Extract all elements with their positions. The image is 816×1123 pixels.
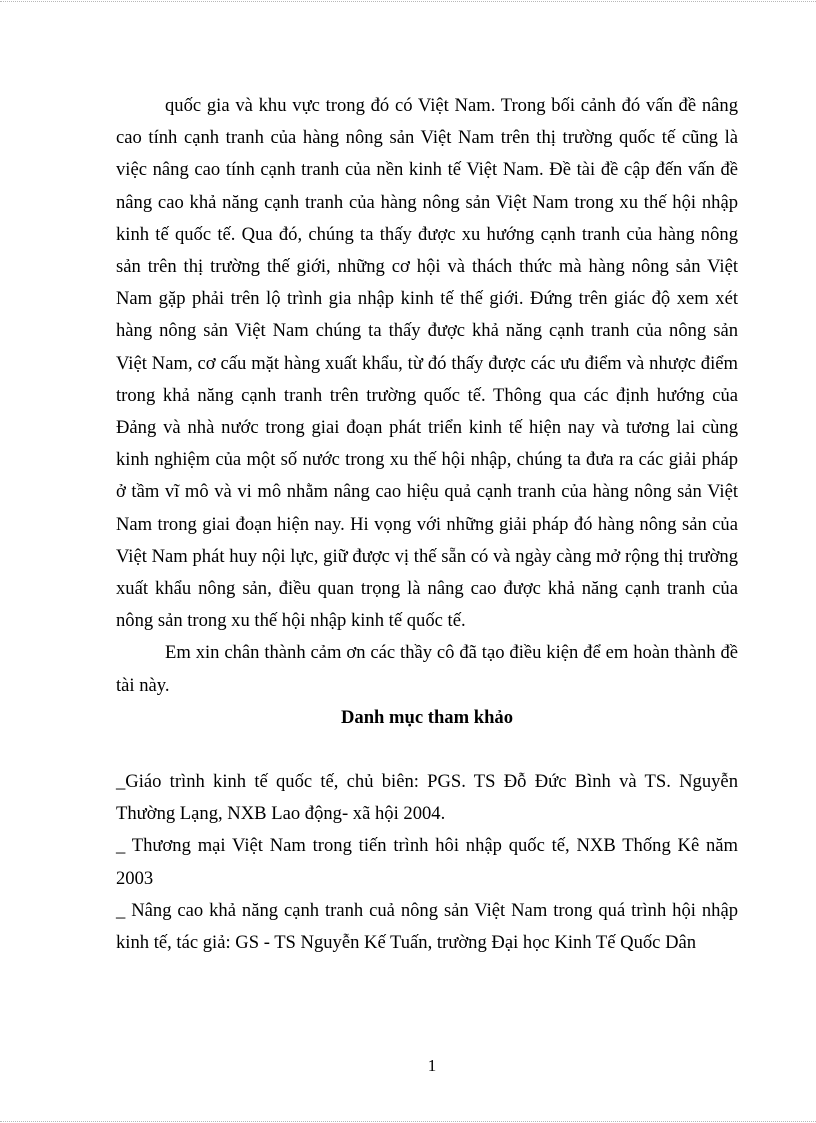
acknowledgement-paragraph: Em xin chân thành cảm ơn các thầy cô đã tạo điều kiện để em hoàn thành đề tài này.	[116, 642, 738, 696]
reference-item-1: _Giáo trình kinh tế quốc tế, chủ biên: PGS. TS Đỗ Đức Bình và TS. Nguyễn Thường Lạng, NXB Lao động- xã hội 2004.	[116, 771, 738, 825]
reference-item-3: _ Nâng cao khả năng cạnh tranh cuả nông sản Việt Nam trong quá trình hội nhập kinh tế, tác giả: GS - TS Nguyễn Kế Tuấn, trường Đại học Kinh Tế Quốc Dân	[116, 899, 738, 954]
conclusion-paragraph: quốc gia và khu vực trong đó có Việt Nam. Trong bối cảnh đó vấn đề nâng cao tính cạnh tranh của hàng nông sản Việt Nam trên thị trường quốc tế cũng là việc nâng cao tính cạnh tranh của nền kinh tế Việt Nam. Đề tài đề cập đến vấn đề nâng cao khả năng cạnh tranh của hàng nông sản Việt Nam trong xu thế hội nhập kinh tế quốc tế. Qua đó, chúng ta thấy được xu hướng cạnh tranh của hàng nông sản trên thị trường thế giới, những cơ hội và thách thức mà hàng nông sản Việt Nam gặp phải trên lộ trình gia nhập kinh tế thế giới. Đứng trên giác độ xem xét hàng nông sản Việt Nam chúng ta thấy được khả năng cạnh tranh của nông sản Việt Nam, cơ cấu mặt hàng xuất khẩu, từ đó thấy được các ưu điểm và nhược điểm trong khả năng cạnh tranh trên trường quốc tế. Thông qua các định hướng của Đảng và nhà nước trong giai đoạn phát triển kinh tế hiện nay và tương lai cùng kinh nghiệm của một số nước trong xu thế hội nhập, chúng ta đưa ra các giải pháp ở tầm vĩ mô và vi mô nhằm nâng cao hiệu quả cạnh tranh của hàng nông sản Việt Nam trong giai đoạn hiện nay. Hi vọng với những giải pháp đó hàng nông sản của Việt Nam phát huy nội lực, giữ được vị thế sẵn có và ngày càng mở rộng thị trường xuất khẩu nông sản, điều quan trọng là nâng cao được khả năng cạnh tranh của nông sản trong xu thế hội nhập kinh tế quốc tế.	[116, 95, 738, 632]
page-top-border	[0, 1, 816, 2]
page-number: 1	[427, 1056, 437, 1075]
reference-item-2: _ Thương mại Việt Nam trong tiến trình hôi nhập quốc tế, NXB Thống Kê năm 2003	[116, 835, 738, 889]
references-heading: Danh mục tham khảo	[340, 706, 514, 728]
page-content	[116, 90, 738, 959]
heading-spacer	[116, 734, 738, 766]
page-bottom-border	[0, 1121, 816, 1122]
